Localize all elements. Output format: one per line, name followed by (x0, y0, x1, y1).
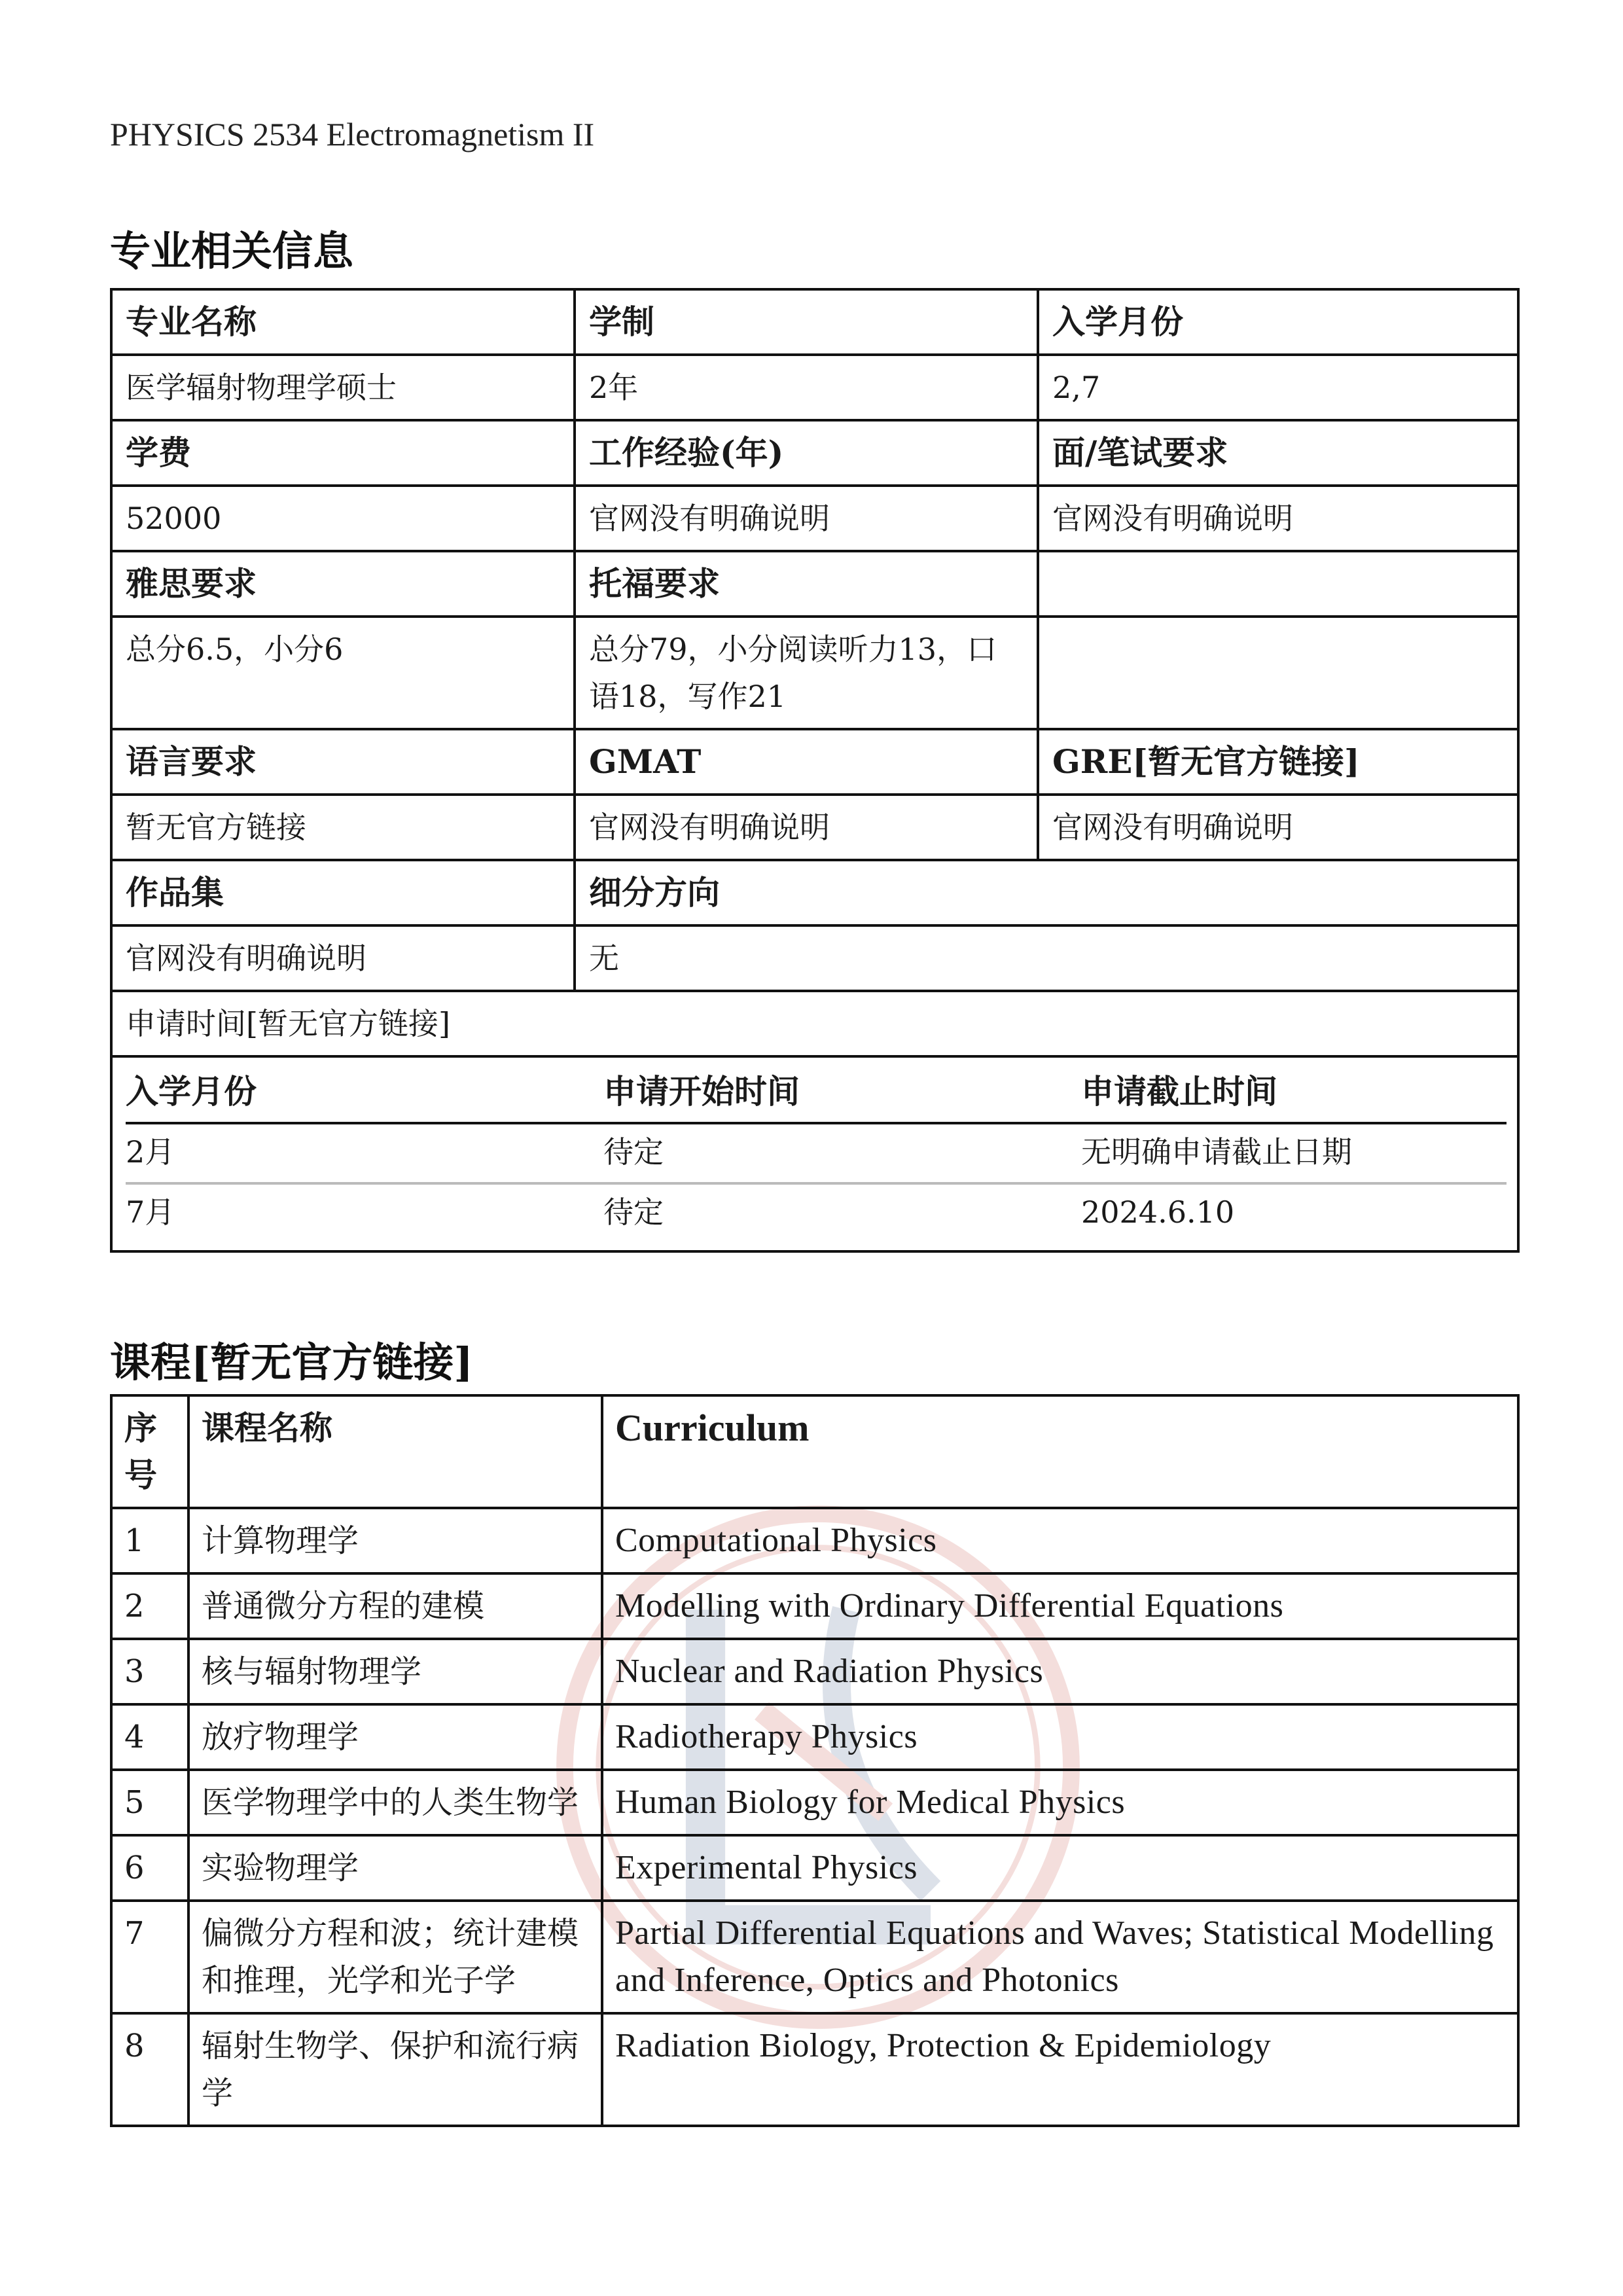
course-title: PHYSICS 2534 Electromagnetism II (110, 116, 595, 152)
course-name-cn: 放疗物理学 (188, 1704, 602, 1770)
app-row-cell: 7月 (126, 1194, 175, 1230)
course-index: 6 (111, 1835, 188, 1901)
course-name-cn: 核与辐射物理学 (188, 1639, 602, 1704)
course-name-cn: 计算物理学 (188, 1508, 602, 1573)
label-gmat: GMAT (575, 729, 1038, 795)
course-name-cn: 偏微分方程和波；统计建模和推理，光学和光子学 (188, 1901, 602, 2013)
label-interview: 面/笔试要求 (1038, 420, 1518, 486)
app-header-intake: 入学月份 (126, 1064, 603, 1123)
course-name-en: Radiotherapy Physics (602, 1704, 1518, 1770)
curriculum-table (110, 1394, 1520, 2127)
course-name-en: Modelling with Ordinary Differential Equations (602, 1573, 1518, 1639)
course-index: 7 (111, 1901, 188, 2013)
curriculum-header-name-cn: 课程名称 (188, 1395, 602, 1508)
app-header-start: 申请开始时间 (603, 1064, 1081, 1123)
app-row-cell: 2024.6.10 (1081, 1194, 1235, 1230)
value-toefl: 总分79，小分阅读听力13，口语18，写作21 (575, 617, 1038, 729)
value-program-name: 医学辐射物理学硕士 (111, 355, 575, 420)
course-name-cn: 实验物理学 (188, 1835, 602, 1901)
curriculum-header-name-en: Curriculum (602, 1395, 1518, 1508)
course-name-en: Radiation Biology, Protection & Epidemiology (602, 2013, 1518, 2126)
label-toefl: 托福要求 (575, 551, 1038, 617)
curriculum-heading: 课程[暂无官方链接] (110, 1338, 473, 1386)
course-name-en: Nuclear and Radiation Physics (602, 1639, 1518, 1704)
value-work-experience: 官网没有明确说明 (575, 486, 1038, 551)
course-name-cn: 医学物理学中的人类生物学 (188, 1770, 602, 1835)
label-specialization: 细分方向 (575, 860, 1518, 925)
value-intake-month: 2,7 (1038, 355, 1518, 420)
app-row-cell: 无明确申请截止日期 (1081, 1123, 1507, 1183)
value-tuition: 52000 (111, 486, 575, 551)
curriculum-header-index: 序号 (111, 1395, 188, 1508)
label-tuition: 学费 (111, 420, 575, 486)
value-specialization: 无 (575, 925, 1518, 991)
label-program-name: 专业名称 (111, 289, 575, 355)
app-row-cell: 待定 (603, 1194, 664, 1230)
course-name-cn: 辐射生物学、保护和流行病学 (188, 2013, 602, 2126)
label-intake-month: 入学月份 (1038, 289, 1518, 355)
application-time-cell (111, 1056, 1518, 1251)
app-header-deadline: 申请截止时间 (1081, 1064, 1507, 1123)
course-index: 1 (111, 1508, 188, 1573)
value-ielts: 总分6.5，小分6 (111, 617, 575, 729)
course-index: 5 (111, 1770, 188, 1835)
course-index: 3 (111, 1639, 188, 1704)
value-gmat: 官网没有明确说明 (575, 795, 1038, 860)
course-index: 8 (111, 2013, 188, 2126)
course-index: 4 (111, 1704, 188, 1770)
label-language: 语言要求 (111, 729, 575, 795)
app-row-cell: 2月 (126, 1123, 603, 1183)
value-duration: 2年 (575, 355, 1038, 420)
program-info-heading: 专业相关信息 (110, 227, 354, 275)
label-duration: 学制 (575, 289, 1038, 355)
value-gre: 官网没有明确说明 (1038, 795, 1518, 860)
value-interview: 官网没有明确说明 (1038, 486, 1518, 551)
label-work-experience: 工作经验(年) (575, 420, 1038, 486)
value-language: 暂无官方链接 (111, 795, 575, 860)
label-ielts: 雅思要求 (111, 551, 575, 617)
empty-cell (1038, 551, 1518, 617)
label-gre: GRE[暂无官方链接] (1038, 729, 1518, 795)
course-name-en: Computational Physics (602, 1508, 1518, 1573)
course-index: 2 (111, 1573, 188, 1639)
course-name-en: Human Biology for Medical Physics (602, 1770, 1518, 1835)
value-portfolio: 官网没有明确说明 (111, 925, 575, 991)
application-time-heading: 申请时间[暂无官方链接] (111, 991, 1518, 1056)
course-name-cn: 普通微分方程的建模 (188, 1573, 602, 1639)
course-name-en: Partial Differential Equations and Waves; Statistical Modelling and Inference, Optics and Photonics (602, 1901, 1518, 2013)
application-time-table (126, 1064, 1507, 1242)
app-row-cell: 待定 (603, 1123, 1081, 1183)
label-portfolio: 作品集 (111, 860, 575, 925)
course-name-en: Experimental Physics (602, 1835, 1518, 1901)
program-info-table (110, 288, 1520, 1253)
empty-cell (1038, 617, 1518, 729)
